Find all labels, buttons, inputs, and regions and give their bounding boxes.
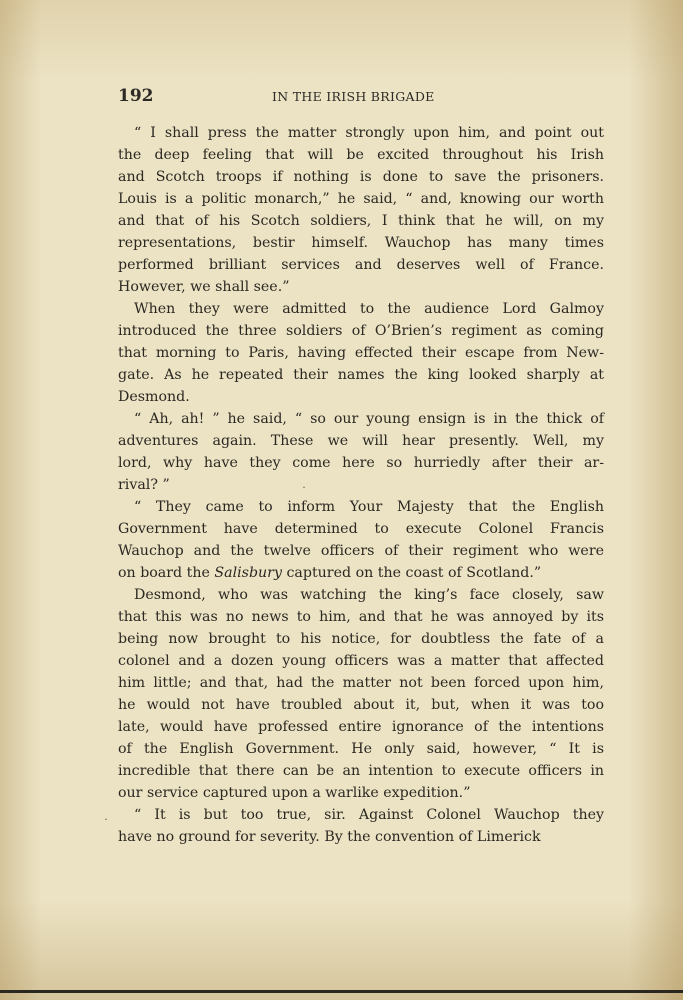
text-line: “ It is but too true, sir. Against Colonel Wauchop they	[134, 807, 604, 823]
text-line: he would not have troubled about it, but, when it was too	[118, 697, 604, 713]
text-line: late, would have professed entire ignorance of the intentions	[118, 719, 604, 735]
text-line: lord, why have they come here so hurriedly after their ar-	[118, 455, 604, 471]
text-fragment: captured on the coast of Scotland.”	[286, 565, 542, 581]
text-line: performed brilliant services and deserves well of France.	[118, 257, 604, 273]
text-line: Desmond.	[118, 389, 190, 405]
text-line: Desmond, who was watching the king’s face closely, saw	[134, 587, 604, 603]
text-line: introduced the three soldiers of O’Brien’s regiment as coming	[118, 323, 604, 339]
page-number: 192	[118, 86, 154, 106]
running-title: IN THE IRISH BRIGADE	[272, 89, 435, 104]
body-text	[118, 122, 604, 848]
text-line	[118, 562, 604, 584]
ship-name: Salisbury	[214, 565, 282, 581]
text-line: the deep feeling that will be excited throughout his Irish	[118, 147, 604, 163]
text-line: incredible that there can be an intention to execute officers in	[118, 763, 604, 779]
paper-speck: ·	[104, 812, 108, 826]
page-header	[118, 86, 604, 108]
text-line: “ They came to inform Your Majesty that the English	[134, 499, 604, 515]
text-line: being now brought to his notice, for doubtless the fate of a	[118, 631, 604, 647]
text-line: adventures again. These we will hear presently. Well, my	[118, 433, 604, 449]
text-line: However, we shall see.”	[118, 279, 290, 295]
text-line: of the English Government. He only said, however, “ It is	[118, 741, 604, 757]
text-line: rival? ”	[118, 477, 170, 493]
bottom-rule	[0, 990, 683, 993]
text-line: gate. As he repeated their names the king looked sharply at	[118, 367, 604, 383]
text-line: and Scotch troops if nothing is done to save the prisoners.	[118, 169, 604, 185]
text-line: “ I shall press the matter strongly upon him, and point out	[134, 125, 604, 141]
text-line: our service captured upon a warlike expedition.”	[118, 785, 471, 801]
text-line: him little; and that, had the matter not been forced upon him,	[118, 675, 604, 691]
text-line: When they were admitted to the audience Lord Galmoy	[134, 301, 604, 317]
text-line: Louis is a politic monarch,” he said, “ and, knowing our worth	[118, 191, 604, 207]
text-line: have no ground for severity. By the convention of Limerick	[118, 829, 541, 845]
text-line: that this was no news to him, and that he was annoyed by its	[118, 609, 604, 625]
text-line: colonel and a dozen young officers was a matter that affected	[118, 653, 604, 669]
text-line: “ Ah, ah! ” he said, “ so our young ensign is in the thick of	[134, 411, 604, 427]
paper-speck: ·	[302, 480, 306, 494]
text-line: Wauchop and the twelve officers of their regiment who were	[118, 543, 604, 559]
text-line: and that of his Scotch soldiers, I think that he will, on my	[118, 213, 604, 229]
text-fragment: on board the	[118, 565, 210, 581]
text-line: that morning to Paris, having effected their escape from New-	[118, 345, 604, 361]
text-line: representations, bestir himself. Wauchop has many times	[118, 235, 604, 251]
text-line: Government have determined to execute Colonel Francis	[118, 521, 604, 537]
